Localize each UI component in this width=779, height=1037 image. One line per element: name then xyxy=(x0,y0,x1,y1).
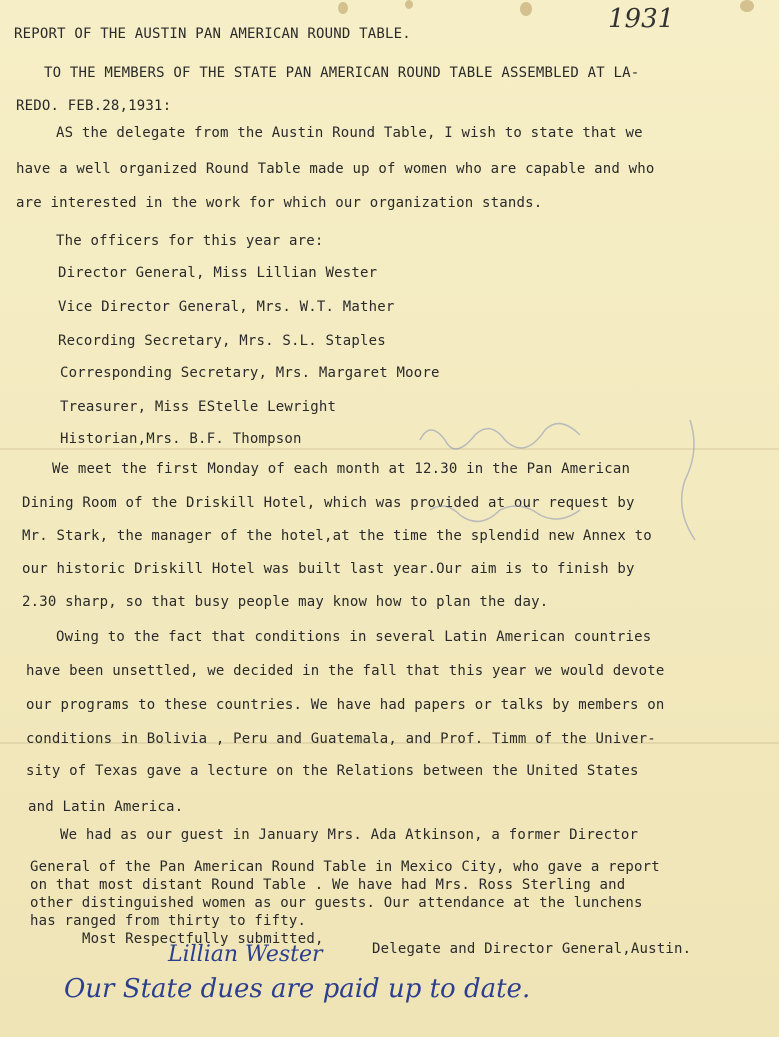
handwritten-note: Our State dues are paid up to date. xyxy=(64,974,531,1004)
paragraph-line: and Latin America. xyxy=(28,799,184,815)
paragraph-line: General of the Pan American Round Table in Mexico City, who gave a report xyxy=(30,859,660,875)
closing-line: Most Respectfully submitted, xyxy=(82,931,324,947)
paragraph-line: our programs to these countries. We have had papers or talks by members on xyxy=(26,697,665,713)
report-heading: REPORT OF THE AUSTIN PAN AMERICAN ROUND TABLE. xyxy=(14,26,411,42)
paragraph-line: are interested in the work for which our organization stands. xyxy=(16,195,543,211)
paragraph-line: Mr. Stark, the manager of the hotel,at the time the splendid new Annex to xyxy=(22,528,652,544)
paragraph-line: AS the delegate from the Austin Round Table, I wish to state that we xyxy=(56,125,643,141)
paragraph-line: Owing to the fact that conditions in several Latin American countries xyxy=(56,629,652,645)
paragraph-line: have been unsettled, we decided in the fall that this year we would devote xyxy=(26,663,665,679)
signature-title: Delegate and Director General,Austin. xyxy=(372,941,692,957)
officer-entry: Vice Director General, Mrs. W.T. Mather xyxy=(58,299,395,315)
paragraph-line: have a well organized Round Table made up of women who are capable and who xyxy=(16,161,655,177)
officer-entry: Treasurer, Miss EStelle Lewright xyxy=(60,399,337,415)
officer-entry: Corresponding Secretary, Mrs. Margaret Moore xyxy=(60,365,440,381)
officer-entry: Director General, Miss Lillian Wester xyxy=(58,265,378,281)
paragraph-line: 2.30 sharp, so that busy people may know how to plan the day. xyxy=(22,594,549,610)
officer-entry: Recording Secretary, Mrs. S.L. Staples xyxy=(58,333,386,349)
paragraph-line: conditions in Bolivia , Peru and Guatemala, and Prof. Timm of the Univer- xyxy=(26,731,656,747)
paragraph-line: has ranged from thirty to fifty. xyxy=(30,913,307,929)
paragraph-line: sity of Texas gave a lecture on the Relations between the United States xyxy=(26,763,639,779)
year-note: 1931 xyxy=(608,4,675,34)
officers-intro: The officers for this year are: xyxy=(56,233,324,249)
officer-entry: Historian,Mrs. B.F. Thompson xyxy=(60,431,302,447)
paragraph-line: our historic Driskill Hotel was built last year.Our aim is to finish by xyxy=(22,561,635,577)
paragraph-line: Dining Room of the Driskill Hotel, which was provided at our request by xyxy=(22,495,635,511)
signature: Lillian Wester xyxy=(168,942,323,967)
paragraph-line: other distinguished women as our guests. Our attendance at the lunchens xyxy=(30,895,643,911)
pencil-scribble xyxy=(430,506,580,521)
paragraph-line: on that most distant Round Table . We have had Mrs. Ross Sterling and xyxy=(30,877,626,893)
salutation-line: REDO. FEB.28,1931: xyxy=(16,98,172,114)
pencil-scribble xyxy=(682,420,695,540)
salutation-line: TO THE MEMBERS OF THE STATE PAN AMERICAN ROUND TABLE ASSEMBLED AT LA- xyxy=(44,65,640,81)
paragraph-line: We meet the first Monday of each month at 12.30 in the Pan American xyxy=(52,461,631,477)
paragraph-line: We had as our guest in January Mrs. Ada Atkinson, a former Director xyxy=(60,827,639,843)
pencil-scribble xyxy=(420,424,580,449)
